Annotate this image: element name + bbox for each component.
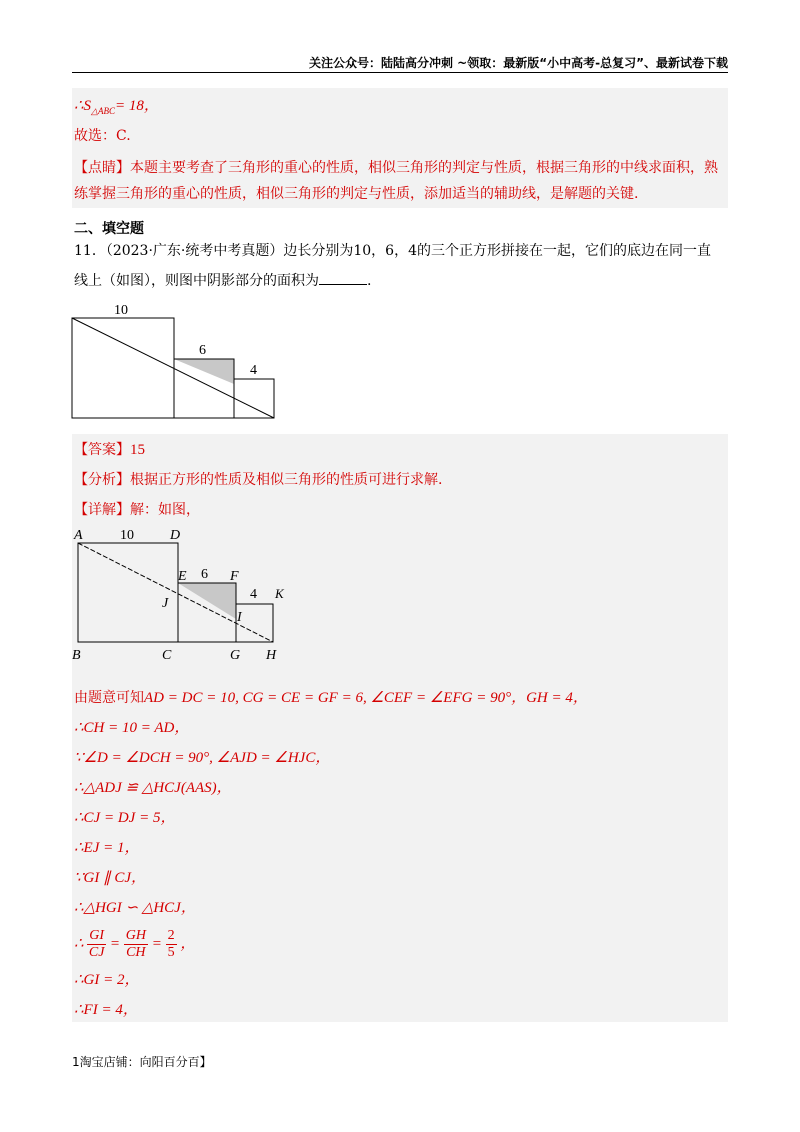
point-i: I <box>237 610 242 625</box>
label-6: 6 <box>199 343 206 358</box>
page-footer: 1淘宝店铺：向阳百分百】 <box>72 1055 212 1069</box>
detail-line: 【详解】解：如图， <box>74 502 200 518</box>
step-5: ∴CJ = DJ = 5， <box>74 810 176 826</box>
point-e: E <box>178 569 187 584</box>
step-1: 由题意可知AD = DC = 10, CG = CE = GF = 6, ∠CEF = ∠EFG = 90°，GH = 4， <box>74 690 588 706</box>
frac-2-5: $\frac{2}{5}$ <box>167 928 175 961</box>
question-text: 11．（2023·广东·统考中考真题）边长分别为10，6，4的三个正方形拼接在一起，它们的底边在同一直线上（如图），则图中阴影部分的面积为 . <box>74 243 711 289</box>
step-3: ∵∠D = ∠DCH = 90°, ∠AJD = ∠HJC， <box>74 750 331 766</box>
point-j: J <box>162 596 169 611</box>
header-rule <box>72 72 728 73</box>
shaded-region-efi <box>178 583 236 619</box>
prev-note: 【点睛】本题主要考查了三角形的重心的性质，相似三角形的判定与性质，根据三角形的中线求面积，熟练掌握三角形的重心的性质，相似三角形的判定与性质，添加适当的辅助线，是解题的关键. <box>74 160 718 202</box>
figure-squares <box>70 300 280 420</box>
frac-gi-cj: $\frac{GI}{CJ}$ <box>88 928 105 961</box>
point-k: K <box>275 586 284 601</box>
section-title: 二、填空题 <box>74 221 144 237</box>
point-d: D <box>170 528 181 543</box>
figure-labeled <box>70 525 290 665</box>
point-b: B <box>72 648 81 663</box>
answer-line: 【答案】15 <box>74 442 145 458</box>
step-7: ∵GI ∥ CJ， <box>74 870 147 886</box>
len-4: 4 <box>250 587 257 602</box>
step-11: ∴FI = 4， <box>74 1002 138 1018</box>
label-4: 4 <box>250 363 257 378</box>
analysis-line: 【分析】根据正方形的性质及相似三角形的性质可进行求解. <box>74 472 443 488</box>
prev-line-choice: 故选：C. <box>74 128 131 144</box>
point-h: H <box>266 648 277 663</box>
prev-line-area: $\therefore S_{\triangle ABC}= 18$， <box>74 98 159 116</box>
step-2: ∴CH = 10 = AD， <box>74 720 190 736</box>
frac-gh-ch: $\frac{GH}{CH}$ <box>125 928 146 961</box>
len-10: 10 <box>120 528 134 543</box>
answer-blank <box>319 270 367 285</box>
page-header: 关注公众号：陆陆高分冲刺 ~领取：最新版“小中高考-总复习”、最新试卷下载 <box>309 56 728 70</box>
step-6: ∴EJ = 1， <box>74 840 140 856</box>
step-9: ∴ $\frac{GI}{CJ}$ = $\frac{GH}{CH}$ = $\frac{2}{5}$ ， <box>74 928 196 961</box>
label-10: 10 <box>114 303 128 318</box>
step-4: ∴△ADJ ≌ △HCJ(AAS)， <box>74 780 232 796</box>
point-f: F <box>230 569 239 584</box>
point-c: C <box>162 648 172 663</box>
len-6: 6 <box>201 567 208 582</box>
point-a: A <box>74 528 83 543</box>
point-g: G <box>230 648 241 663</box>
step-10: ∴GI = 2， <box>74 972 140 988</box>
shaded-region <box>174 359 234 384</box>
step-8: ∴△HGI ∽ △HCJ， <box>74 900 196 916</box>
